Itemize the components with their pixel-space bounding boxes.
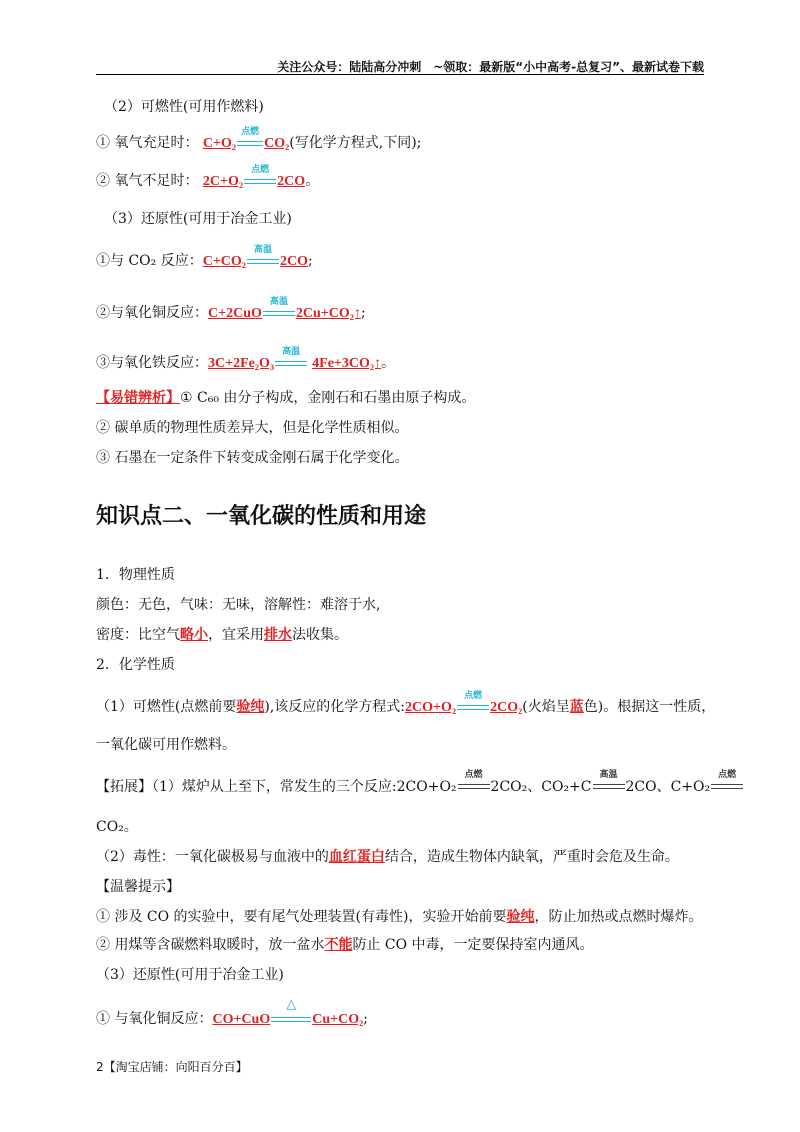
answer-blank: 排水 bbox=[264, 628, 292, 643]
reaction-arrow: 点燃 bbox=[457, 699, 489, 717]
section-heading: 知识点二、一氧化碳的性质和用途 bbox=[96, 504, 427, 529]
equation-right: 4Fe+3CO₂↑ bbox=[312, 356, 382, 371]
co-combustibility-line: （1）可燃性(点燃前要验纯),该反应的化学方程式:2CO+O₂ 点燃 2CO₂(火焰呈蓝色)。根据这一性质， bbox=[96, 691, 716, 715]
reducibility-title: （3）还原性(可用于冶金工业) bbox=[104, 211, 292, 227]
mistake-analysis-tag: 【易错辨析】 bbox=[96, 391, 180, 406]
equation-right: 2CO bbox=[277, 174, 306, 189]
tip-title: 【温馨提示】 bbox=[96, 879, 180, 895]
combustibility-title: （2）可燃性(可用作燃料) bbox=[104, 99, 264, 115]
equation-right: CO₂ bbox=[264, 136, 290, 151]
reaction-arrow: 点燃 bbox=[458, 778, 490, 796]
equation-right: 2CO bbox=[280, 254, 308, 269]
tip-line-1: ① 涉及 CO 的实验中，要有尾气处理装置(有毒性)，实验开始前要验纯，防止加热或点燃时爆炸。 bbox=[96, 909, 703, 925]
mistake-analysis-line-2: ② 碳单质的物理性质差异大，但是化学性质相似。 bbox=[96, 420, 409, 436]
toxicity-line: （2）毒性：一氧化碳极易与血液中的血红蛋白结合，造成生物体内缺氧，严重时会危及生命。 bbox=[96, 849, 679, 865]
extension-line: 【拓展】（1）煤炉从上至下，常发生的三个反应:2CO+O₂ 点燃 2CO₂、CO₂+C 高温 2CO、C+O₂ 点燃 bbox=[96, 778, 744, 796]
equation-line-oxygen-insufficient: ② 氧气不足时： 2C+O₂ 点燃 2CO。 bbox=[96, 165, 320, 189]
reaction-arrow: 高温 bbox=[247, 253, 279, 271]
equation-line-c-cuo: ②与氧化铜反应：C+2CuO 高温 2Cu+CO₂↑; bbox=[96, 297, 366, 321]
condition-label: 氧气不足时： bbox=[114, 173, 199, 189]
reaction-label: ①与 CO₂ 反应： bbox=[96, 253, 203, 269]
extension-line-2: CO₂。 bbox=[96, 819, 138, 835]
tip-line-2: ② 用煤等含碳燃料取暖时，放一盆水不能防止 CO 中毒，一定要保持室内通风。 bbox=[96, 937, 594, 953]
equation-line-oxygen-sufficient bbox=[96, 127, 422, 153]
equation-line-c-co2: ①与 CO₂ 反应：C+CO₂ 高温 2CO; bbox=[96, 245, 313, 269]
physical-properties-title: 1．物理性质 bbox=[96, 567, 175, 583]
answer-blank: 验纯 bbox=[236, 700, 265, 715]
co-reducibility-title: （3）还原性(可用于冶金工业) bbox=[96, 967, 284, 983]
equation-note: (写化学方程式,下同); bbox=[289, 135, 422, 151]
answer-blank: 不能 bbox=[324, 938, 353, 953]
reaction-label: ③与氧化铁反应： bbox=[96, 355, 208, 371]
answer-blank: 验纯 bbox=[506, 910, 535, 925]
header-rule bbox=[96, 74, 704, 75]
item-number: ② bbox=[96, 173, 110, 189]
equation-left: 2C+O₂ bbox=[202, 174, 244, 189]
reaction-arrow: 点燃 bbox=[711, 778, 743, 796]
physical-properties-line-2: 密度：比空气略小，宜采用排水法收集。 bbox=[96, 627, 348, 643]
equation-right: 2Cu+CO₂↑ bbox=[295, 306, 361, 321]
reaction-arrow: 点燃 bbox=[244, 173, 276, 191]
page-footer: 2【淘宝店铺：向阳百分百】 bbox=[96, 1060, 248, 1074]
chemical-properties-title: 2．化学性质 bbox=[96, 657, 175, 673]
reaction-arrow: 点燃 bbox=[237, 135, 263, 153]
reaction-arrow: 高温 bbox=[593, 778, 625, 796]
equation-line-co-cuo: ① 与氧化铜反应：CO+CuO △ Cu+CO₂; bbox=[96, 997, 369, 1027]
co-combustibility-line-2: 一氧化碳可用作燃料。 bbox=[96, 737, 236, 753]
answer-blank: 血红蛋白 bbox=[328, 850, 385, 865]
equation-left: 3C+2Fe₂O₃ bbox=[208, 356, 275, 371]
reaction-arrow: 高温 bbox=[263, 305, 295, 323]
equation-left: CO+CuO bbox=[212, 1012, 271, 1027]
equation-left: C+2CuO bbox=[208, 306, 262, 321]
equation-left: 2CO+O₂ bbox=[405, 700, 457, 715]
reaction-arrow: △ bbox=[271, 1011, 311, 1029]
page-header: 关注公众号：陆陆高分冲刺 ~领取：最新版“小中高考-总复习”、最新试卷下载 bbox=[277, 60, 704, 74]
physical-properties-line-1: 颜色：无色，气味：无味，溶解性：难溶于水, bbox=[96, 597, 381, 613]
equation-line-c-fe2o3: ③与氧化铁反应：3C+2Fe₂O₃ 高温 4Fe+3CO₂↑。 bbox=[96, 347, 396, 371]
condition-label: 氧气充足时： bbox=[114, 135, 199, 151]
mistake-analysis-line-1: 【易错辨析】① C₆₀ 由分子构成，金刚石和石墨由原子构成。 bbox=[96, 390, 476, 406]
answer-blank: 蓝 bbox=[569, 700, 584, 715]
mistake-analysis-line-3: ③ 石墨在一定条件下转变成金刚石属于化学变化。 bbox=[96, 450, 409, 466]
equation-right: Cu+CO₂ bbox=[312, 1012, 364, 1027]
equation-left: C+O₂ bbox=[202, 136, 237, 151]
reaction-arrow: 高温 bbox=[275, 355, 307, 373]
item-number: ① bbox=[96, 135, 110, 151]
reaction-label: ②与氧化铜反应： bbox=[96, 305, 208, 321]
equation-left: C+CO₂ bbox=[202, 254, 246, 269]
equation-right: 2CO₂ bbox=[490, 700, 523, 715]
answer-blank: 略小 bbox=[180, 628, 208, 643]
